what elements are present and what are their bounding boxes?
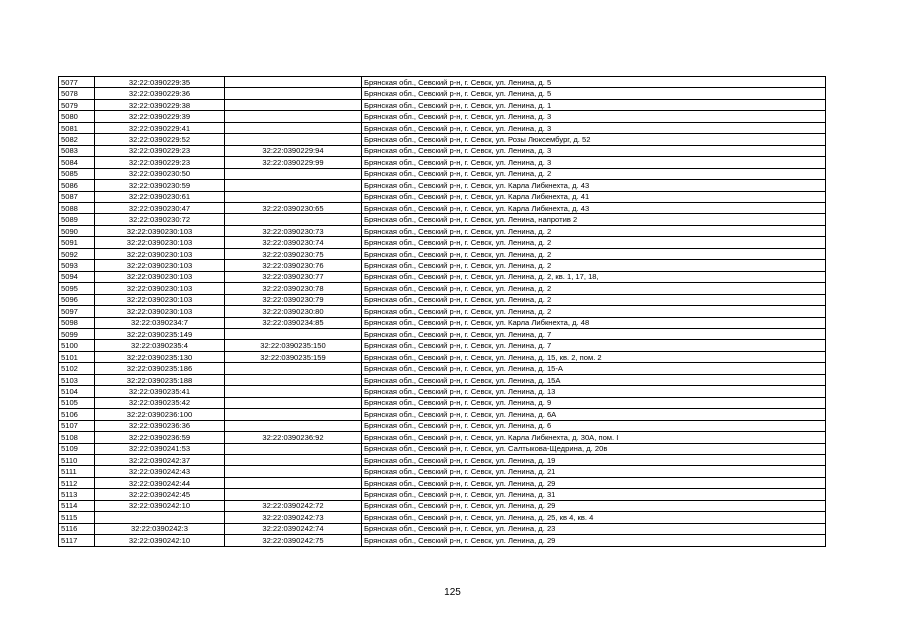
- address-cell: Брянская обл., Севский р-н, г. Севск, ул. Ленина, д. 21: [362, 466, 826, 477]
- table-row: [59, 237, 826, 248]
- cadastral-number-cell: 32:22:0390229:23: [95, 145, 225, 156]
- table-row: [59, 477, 826, 488]
- table-row: [59, 523, 826, 534]
- row-number-cell: 5113: [59, 489, 95, 500]
- cadastral-number-cell: 32:22:0390230:103: [95, 225, 225, 236]
- row-number-cell: 5097: [59, 306, 95, 317]
- cadastral-number-cell: 32:22:0390241:53: [95, 443, 225, 454]
- cadastral-number-cell: 32:22:0390229:41: [95, 122, 225, 133]
- related-cadastral-number-cell: 32:22:0390230:65: [225, 202, 362, 213]
- cadastral-number-cell: 32:22:0390235:188: [95, 374, 225, 385]
- table-row: [59, 88, 826, 99]
- row-number-cell: 5090: [59, 225, 95, 236]
- cadastral-number-cell: 32:22:0390235:42: [95, 397, 225, 408]
- address-cell: Брянская обл., Севский р-н, г. Севск, ул. Ленина, д. 29: [362, 477, 826, 488]
- table-row: [59, 283, 826, 294]
- row-number-cell: 5105: [59, 397, 95, 408]
- related-cadastral-number-cell: [225, 374, 362, 385]
- table-row: [59, 386, 826, 397]
- table-row: [59, 306, 826, 317]
- table-row: [59, 420, 826, 431]
- row-number-cell: 5111: [59, 466, 95, 477]
- address-cell: Брянская обл., Севский р-н, г. Севск, ул. Ленина, д. 25, кв 4, кв. 4: [362, 512, 826, 523]
- address-cell: Брянская обл., Севский р-н, г. Севск, ул. Ленина, д. 6: [362, 420, 826, 431]
- table-row: [59, 168, 826, 179]
- table-row: [59, 535, 826, 546]
- row-number-cell: 5083: [59, 145, 95, 156]
- related-cadastral-number-cell: 32:22:0390230:79: [225, 294, 362, 305]
- row-number-cell: 5089: [59, 214, 95, 225]
- address-cell: Брянская обл., Севский р-н, г. Севск, ул. Карла Либкнехта, д. 48: [362, 317, 826, 328]
- address-cell: Брянская обл., Севский р-н, г. Севск, ул. Ленина, д. 6А: [362, 409, 826, 420]
- cadastral-number-cell: 32:22:0390229:36: [95, 88, 225, 99]
- related-cadastral-number-cell: 32:22:0390230:78: [225, 283, 362, 294]
- row-number-cell: 5110: [59, 454, 95, 465]
- table-row: [59, 489, 826, 500]
- related-cadastral-number-cell: 32:22:0390242:74: [225, 523, 362, 534]
- row-number-cell: 5114: [59, 500, 95, 511]
- address-cell: Брянская обл., Севский р-н, г. Севск, ул. Ленина, д. 2: [362, 248, 826, 259]
- row-number-cell: 5087: [59, 191, 95, 202]
- row-number-cell: 5099: [59, 328, 95, 339]
- related-cadastral-number-cell: [225, 77, 362, 88]
- table-row: [59, 340, 826, 351]
- address-cell: Брянская обл., Севский р-н, г. Севск, ул. Ленина, д. 29: [362, 535, 826, 546]
- table-row: [59, 409, 826, 420]
- row-number-cell: 5109: [59, 443, 95, 454]
- address-cell: Брянская обл., Севский р-н, г. Севск, ул. Ленина, д. 13: [362, 386, 826, 397]
- address-cell: Брянская обл., Севский р-н, г. Севск, ул. Ленина, напротив 2: [362, 214, 826, 225]
- row-number-cell: 5112: [59, 477, 95, 488]
- register-table-body: [59, 77, 826, 547]
- related-cadastral-number-cell: 32:22:0390230:76: [225, 260, 362, 271]
- cadastral-number-cell: 32:22:0390242:45: [95, 489, 225, 500]
- table-row: [59, 214, 826, 225]
- cadastral-number-cell: 32:22:0390242:3: [95, 523, 225, 534]
- cadastral-number-cell: 32:22:0390242:10: [95, 500, 225, 511]
- address-cell: Брянская обл., Севский р-н, г. Севск, ул. Карла Либкнехта, д. 43: [362, 180, 826, 191]
- table-row: [59, 294, 826, 305]
- cadastral-number-cell: 32:22:0390230:103: [95, 294, 225, 305]
- related-cadastral-number-cell: [225, 122, 362, 133]
- address-cell: Брянская обл., Севский р-н, г. Севск, ул. Ленина, д. 2: [362, 283, 826, 294]
- address-cell: Брянская обл., Севский р-н, г. Севск, ул. Ленина, д. 2: [362, 168, 826, 179]
- cadastral-number-cell: [95, 512, 225, 523]
- related-cadastral-number-cell: [225, 409, 362, 420]
- cadastral-number-cell: 32:22:0390236:100: [95, 409, 225, 420]
- address-cell: Брянская обл., Севский р-н, г. Севск, ул. Карла Либкнехта, д. 41: [362, 191, 826, 202]
- related-cadastral-number-cell: [225, 88, 362, 99]
- table-row: [59, 77, 826, 88]
- row-number-cell: 5098: [59, 317, 95, 328]
- cadastral-number-cell: 32:22:0390229:39: [95, 111, 225, 122]
- related-cadastral-number-cell: [225, 214, 362, 225]
- address-cell: Брянская обл., Севский р-н, г. Севск, ул. Ленина, д. 2: [362, 225, 826, 236]
- row-number-cell: 5104: [59, 386, 95, 397]
- table-row: [59, 466, 826, 477]
- cadastral-number-cell: 32:22:0390242:37: [95, 454, 225, 465]
- cadastral-number-cell: 32:22:0390229:23: [95, 157, 225, 168]
- row-number-cell: 5115: [59, 512, 95, 523]
- related-cadastral-number-cell: [225, 111, 362, 122]
- row-number-cell: 5084: [59, 157, 95, 168]
- row-number-cell: 5096: [59, 294, 95, 305]
- related-cadastral-number-cell: [225, 454, 362, 465]
- row-number-cell: 5117: [59, 535, 95, 546]
- row-number-cell: 5077: [59, 77, 95, 88]
- address-cell: Брянская обл., Севский р-н, г. Севск, ул. Ленина, д. 1: [362, 99, 826, 110]
- cadastral-number-cell: 32:22:0390234:7: [95, 317, 225, 328]
- cadastral-number-cell: 32:22:0390236:36: [95, 420, 225, 431]
- row-number-cell: 5091: [59, 237, 95, 248]
- row-number-cell: 5103: [59, 374, 95, 385]
- related-cadastral-number-cell: [225, 477, 362, 488]
- address-cell: Брянская обл., Севский р-н, г. Севск, ул. Салтыкова-Щедрина, д. 20в: [362, 443, 826, 454]
- related-cadastral-number-cell: [225, 180, 362, 191]
- row-number-cell: 5088: [59, 202, 95, 213]
- address-cell: Брянская обл., Севский р-н, г. Севск, ул. Ленина, д. 31: [362, 489, 826, 500]
- cadastral-number-cell: 32:22:0390242:44: [95, 477, 225, 488]
- address-cell: Брянская обл., Севский р-н, г. Севск, ул. Ленина, д. 3: [362, 145, 826, 156]
- table-row: [59, 500, 826, 511]
- table-row: [59, 351, 826, 362]
- table-row: [59, 512, 826, 523]
- cadastral-number-cell: 32:22:0390235:149: [95, 328, 225, 339]
- row-number-cell: 5108: [59, 432, 95, 443]
- table-row: [59, 454, 826, 465]
- row-number-cell: 5080: [59, 111, 95, 122]
- row-number-cell: 5116: [59, 523, 95, 534]
- row-number-cell: 5086: [59, 180, 95, 191]
- cadastral-number-cell: 32:22:0390235:130: [95, 351, 225, 362]
- cadastral-number-cell: 32:22:0390230:61: [95, 191, 225, 202]
- related-cadastral-number-cell: 32:22:0390230:77: [225, 271, 362, 282]
- cadastral-number-cell: 32:22:0390230:103: [95, 306, 225, 317]
- related-cadastral-number-cell: [225, 134, 362, 145]
- address-cell: Брянская обл., Севский р-н, г. Севск, ул. Карла Либкнехта, д. 30А, пом. I: [362, 432, 826, 443]
- table-row: [59, 248, 826, 259]
- cadastral-number-cell: 32:22:0390230:50: [95, 168, 225, 179]
- row-number-cell: 5082: [59, 134, 95, 145]
- table-row: [59, 122, 826, 133]
- address-cell: Брянская обл., Севский р-н, г. Севск, ул. Ленина, д. 9: [362, 397, 826, 408]
- related-cadastral-number-cell: [225, 420, 362, 431]
- table-row: [59, 363, 826, 374]
- related-cadastral-number-cell: [225, 191, 362, 202]
- address-cell: Брянская обл., Севский р-н, г. Севск, ул. Карла Либкнехта, д. 43: [362, 202, 826, 213]
- cadastral-number-cell: 32:22:0390229:35: [95, 77, 225, 88]
- table-row: [59, 134, 826, 145]
- related-cadastral-number-cell: [225, 443, 362, 454]
- address-cell: Брянская обл., Севский р-н, г. Севск, ул. Ленина, д. 29: [362, 500, 826, 511]
- page-number: 125: [444, 587, 461, 598]
- address-cell: Брянская обл., Севский р-н, г. Севск, ул. Ленина, д. 2: [362, 294, 826, 305]
- related-cadastral-number-cell: [225, 489, 362, 500]
- related-cadastral-number-cell: 32:22:0390235:159: [225, 351, 362, 362]
- row-number-cell: 5092: [59, 248, 95, 259]
- table-row: [59, 145, 826, 156]
- related-cadastral-number-cell: 32:22:0390242:73: [225, 512, 362, 523]
- table-row: [59, 157, 826, 168]
- related-cadastral-number-cell: [225, 363, 362, 374]
- table-row: [59, 225, 826, 236]
- row-number-cell: 5101: [59, 351, 95, 362]
- row-number-cell: 5078: [59, 88, 95, 99]
- related-cadastral-number-cell: 32:22:0390234:85: [225, 317, 362, 328]
- cadastral-number-cell: 32:22:0390230:103: [95, 283, 225, 294]
- cadastral-number-cell: 32:22:0390229:38: [95, 99, 225, 110]
- address-cell: Брянская обл., Севский р-н, г. Севск, ул. Ленина, д. 15А: [362, 374, 826, 385]
- table-row: [59, 397, 826, 408]
- cadastral-number-cell: 32:22:0390235:41: [95, 386, 225, 397]
- table-row: [59, 111, 826, 122]
- address-cell: Брянская обл., Севский р-н, г. Севск, ул. Ленина, д. 3: [362, 111, 826, 122]
- table-row: [59, 443, 826, 454]
- table-row: [59, 271, 826, 282]
- address-cell: Брянская обл., Севский р-н, г. Севск, ул. Ленина, д. 2: [362, 306, 826, 317]
- cadastral-number-cell: 32:22:0390230:103: [95, 271, 225, 282]
- row-number-cell: 5100: [59, 340, 95, 351]
- related-cadastral-number-cell: [225, 466, 362, 477]
- related-cadastral-number-cell: 32:22:0390230:73: [225, 225, 362, 236]
- address-cell: Брянская обл., Севский р-н, г. Севск, ул. Розы Люксембург, д. 52: [362, 134, 826, 145]
- related-cadastral-number-cell: [225, 386, 362, 397]
- related-cadastral-number-cell: 32:22:0390236:92: [225, 432, 362, 443]
- address-cell: Брянская обл., Севский р-н, г. Севск, ул. Ленина, д. 2, кв. 1, 17, 18,: [362, 271, 826, 282]
- related-cadastral-number-cell: 32:22:0390230:80: [225, 306, 362, 317]
- table-row: [59, 202, 826, 213]
- row-number-cell: 5081: [59, 122, 95, 133]
- related-cadastral-number-cell: 32:22:0390235:150: [225, 340, 362, 351]
- related-cadastral-number-cell: [225, 397, 362, 408]
- address-cell: Брянская обл., Севский р-н, г. Севск, ул. Ленина, д. 2: [362, 260, 826, 271]
- address-cell: Брянская обл., Севский р-н, г. Севск, ул. Ленина, д. 23: [362, 523, 826, 534]
- cadastral-number-cell: 32:22:0390230:103: [95, 260, 225, 271]
- row-number-cell: 5102: [59, 363, 95, 374]
- table-row: [59, 260, 826, 271]
- table-row: [59, 374, 826, 385]
- related-cadastral-number-cell: 32:22:0390230:75: [225, 248, 362, 259]
- cadastral-number-cell: 32:22:0390230:59: [95, 180, 225, 191]
- table-row: [59, 317, 826, 328]
- row-number-cell: 5093: [59, 260, 95, 271]
- related-cadastral-number-cell: 32:22:0390229:94: [225, 145, 362, 156]
- related-cadastral-number-cell: 32:22:0390242:75: [225, 535, 362, 546]
- table-row: [59, 180, 826, 191]
- related-cadastral-number-cell: 32:22:0390230:74: [225, 237, 362, 248]
- row-number-cell: 5079: [59, 99, 95, 110]
- cadastral-number-cell: 32:22:0390235:4: [95, 340, 225, 351]
- related-cadastral-number-cell: [225, 99, 362, 110]
- address-cell: Брянская обл., Севский р-н, г. Севск, ул. Ленина, д. 3: [362, 157, 826, 168]
- cadastral-number-cell: 32:22:0390230:72: [95, 214, 225, 225]
- cadastral-number-cell: 32:22:0390236:59: [95, 432, 225, 443]
- cadastral-number-cell: 32:22:0390230:103: [95, 237, 225, 248]
- cadastral-number-cell: 32:22:0390235:186: [95, 363, 225, 374]
- cadastral-number-cell: 32:22:0390242:43: [95, 466, 225, 477]
- register-table: [58, 76, 826, 547]
- address-cell: Брянская обл., Севский р-н, г. Севск, ул. Ленина, д. 5: [362, 77, 826, 88]
- address-cell: Брянская обл., Севский р-н, г. Севск, ул. Ленина, д. 15-А: [362, 363, 826, 374]
- cadastral-number-cell: 32:22:0390229:52: [95, 134, 225, 145]
- cadastral-number-cell: 32:22:0390230:47: [95, 202, 225, 213]
- address-cell: Брянская обл., Севский р-н, г. Севск, ул. Ленина, д. 2: [362, 237, 826, 248]
- address-cell: Брянская обл., Севский р-н, г. Севск, ул. Ленина, д. 5: [362, 88, 826, 99]
- address-cell: Брянская обл., Севский р-н, г. Севск, ул. Ленина, д. 3: [362, 122, 826, 133]
- table-row: [59, 328, 826, 339]
- address-cell: Брянская обл., Севский р-н, г. Севск, ул. Ленина, д. 7: [362, 340, 826, 351]
- address-cell: Брянская обл., Севский р-н, г. Севск, ул. Ленина, д. 19: [362, 454, 826, 465]
- row-number-cell: 5106: [59, 409, 95, 420]
- address-cell: Брянская обл., Севский р-н, г. Севск, ул. Ленина, д. 15, кв. 2, пом. 2: [362, 351, 826, 362]
- cadastral-number-cell: 32:22:0390230:103: [95, 248, 225, 259]
- row-number-cell: 5107: [59, 420, 95, 431]
- table-row: [59, 191, 826, 202]
- related-cadastral-number-cell: 32:22:0390229:99: [225, 157, 362, 168]
- table-row: [59, 99, 826, 110]
- related-cadastral-number-cell: [225, 168, 362, 179]
- related-cadastral-number-cell: 32:22:0390242:72: [225, 500, 362, 511]
- address-cell: Брянская обл., Севский р-н, г. Севск, ул. Ленина, д. 7: [362, 328, 826, 339]
- row-number-cell: 5095: [59, 283, 95, 294]
- related-cadastral-number-cell: [225, 328, 362, 339]
- row-number-cell: 5085: [59, 168, 95, 179]
- cadastral-number-cell: 32:22:0390242:10: [95, 535, 225, 546]
- table-row: [59, 432, 826, 443]
- row-number-cell: 5094: [59, 271, 95, 282]
